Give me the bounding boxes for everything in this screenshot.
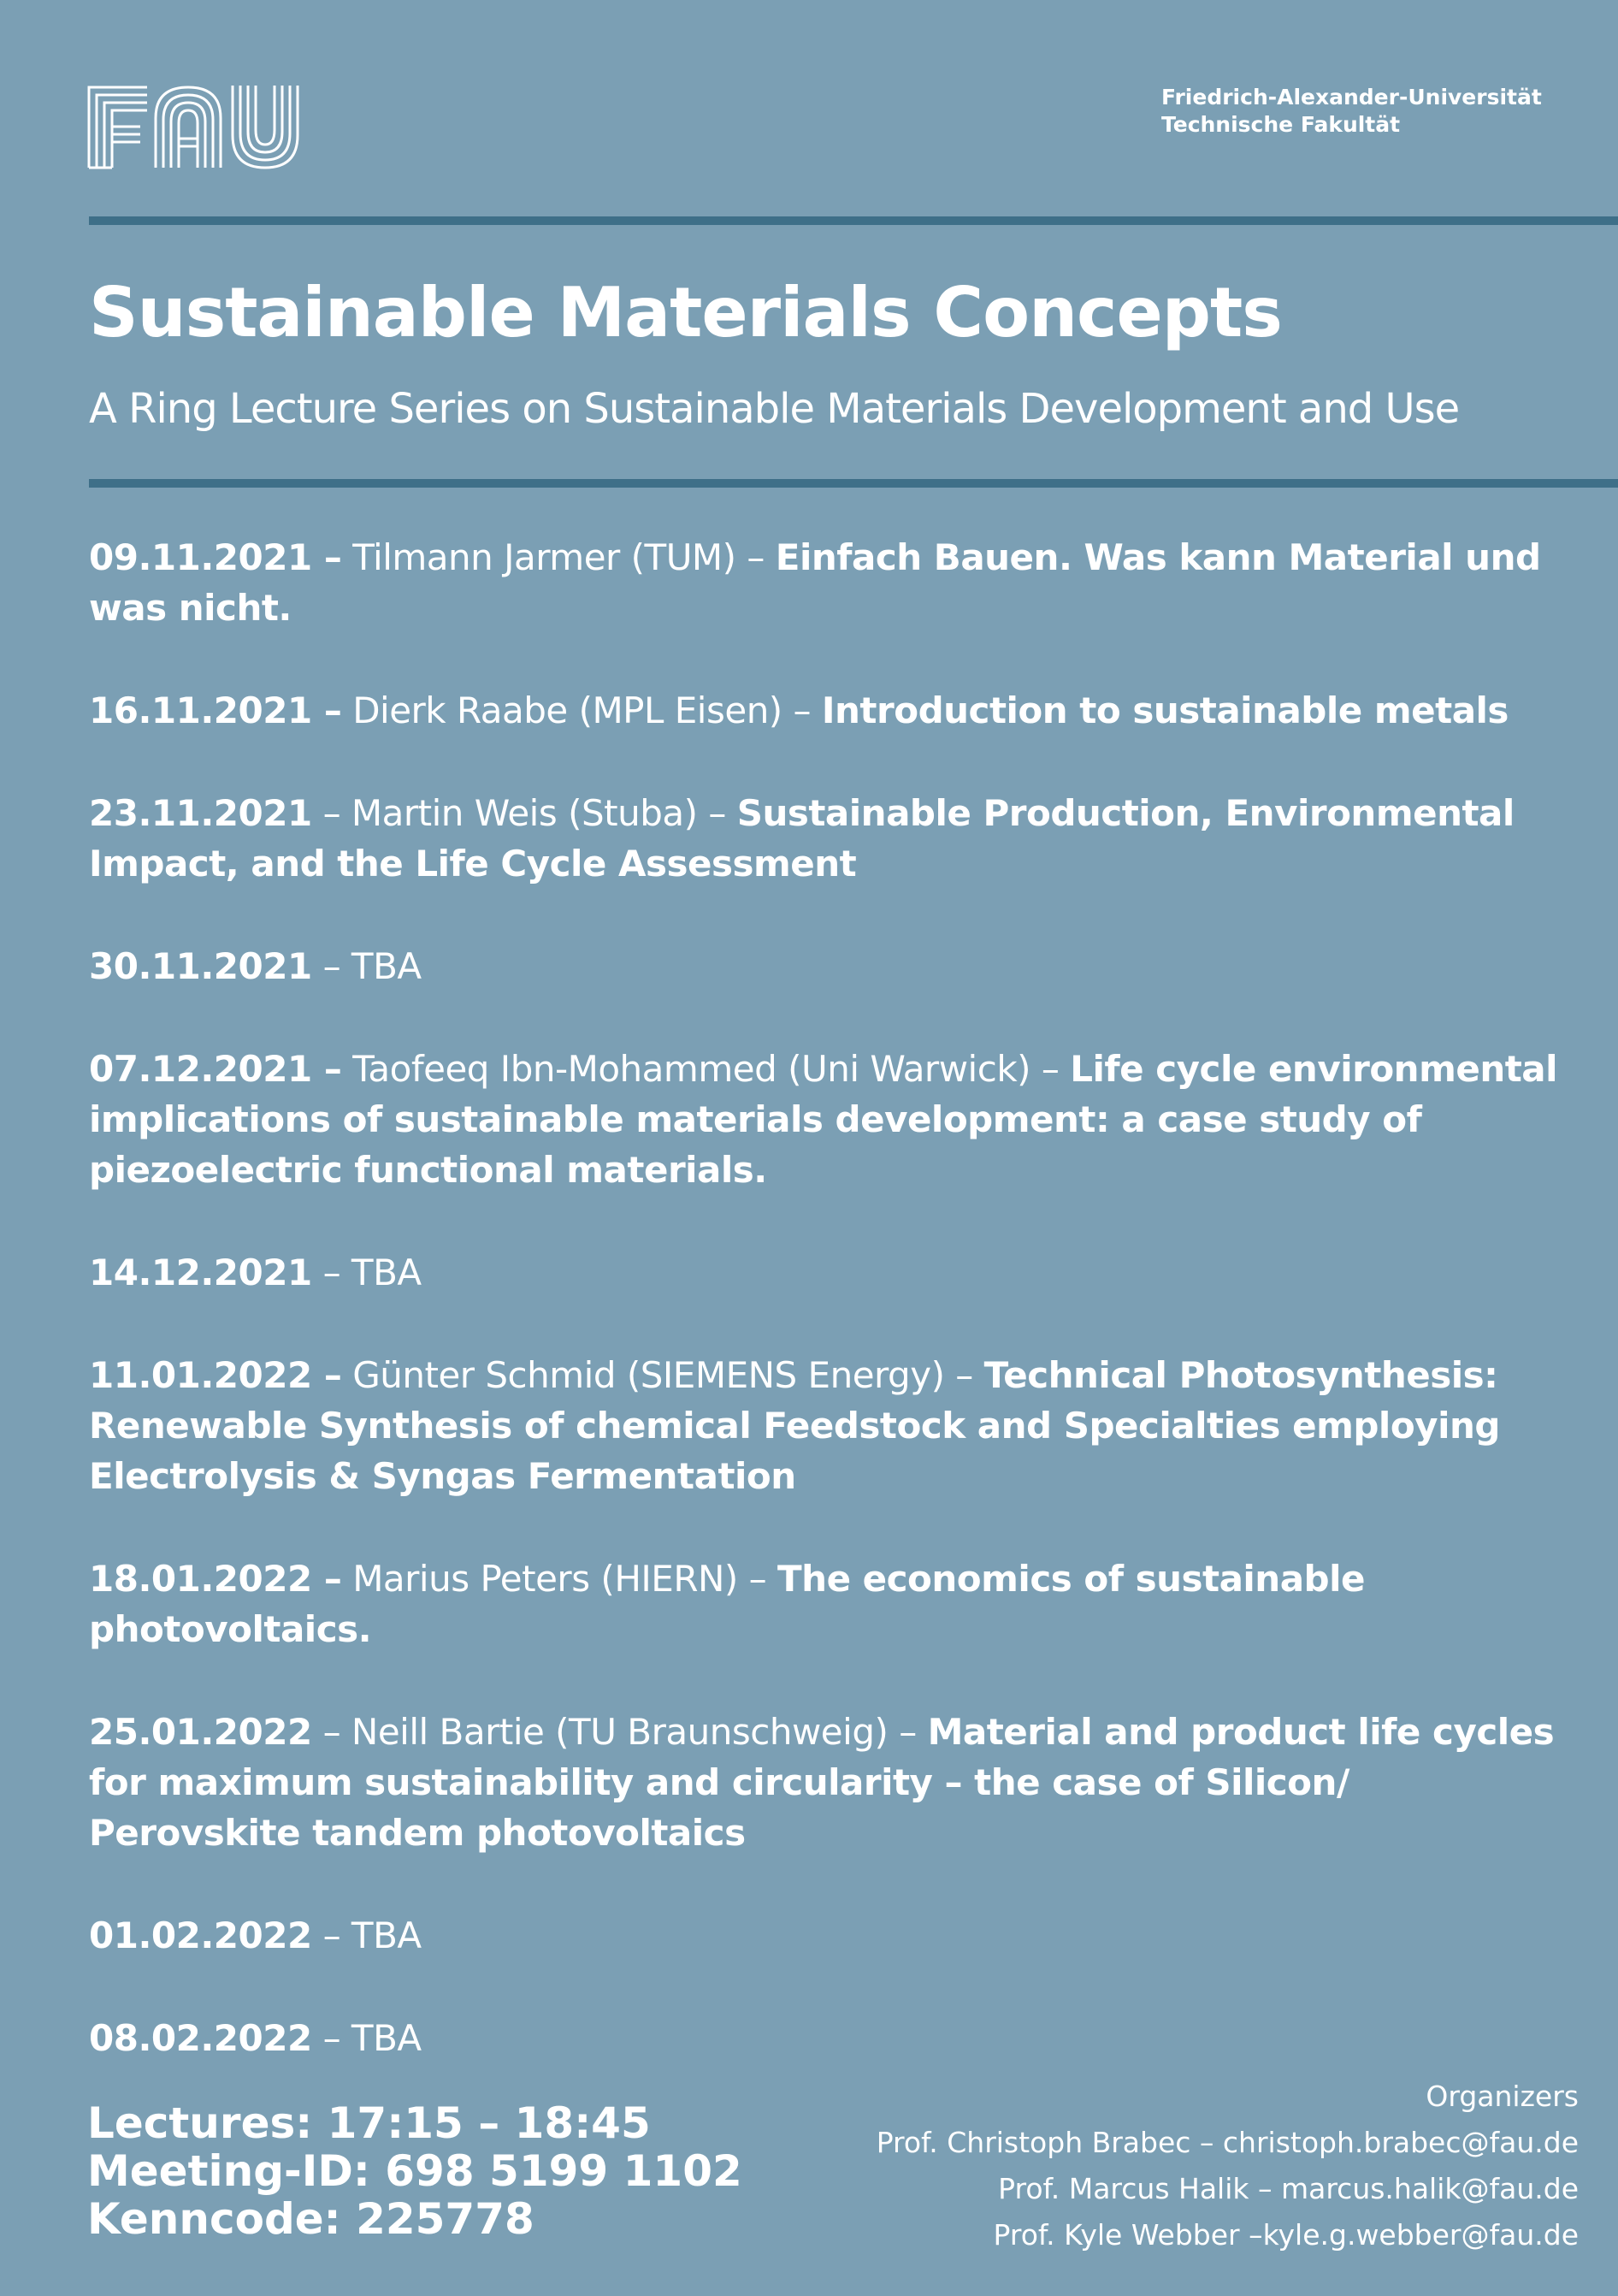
institution-line-university: Friedrich-Alexander-Universität [1161, 85, 1542, 109]
meeting-kenncode: Kenncode: 225778 [87, 2194, 534, 2244]
fau-logo [87, 84, 318, 169]
lecture-speaker: Taofeeq Ibn-Mohammed (Uni Warwick) – [352, 1048, 1060, 1090]
lecture-speaker: – TBA [322, 1914, 422, 1956]
lecture-item [89, 1707, 1560, 1858]
lecture-speaker: Dierk Raabe (MPL Eisen) – [352, 689, 812, 731]
lecture-date: 25.01.2022 [89, 1711, 312, 1753]
lecture-item [89, 685, 1560, 736]
lecture-speaker: – TBA [322, 1252, 422, 1293]
lecture-title: Life cycle environmental implications of sustainable materials development: a case study of piezoelectric functional materials. [89, 1048, 1558, 1191]
lecture-speaker: Günter Schmid (SIEMENS Energy) – [352, 1354, 973, 1396]
lecture-speaker: – Martin Weis (Stuba) – [322, 792, 726, 834]
lecture-speaker: Marius Peters (HIERN) – [352, 1558, 767, 1600]
lecture-item [89, 941, 1560, 991]
lecture-speaker: – TBA [322, 2017, 422, 2059]
lecture-date: 07.12.2021 – [89, 1048, 342, 1090]
lecture-title: Material and product life cycles for maximum sustainability and circularity – the case of Silicon/ Perovskite tandem photovoltaics [89, 1711, 1555, 1854]
lecture-item [89, 1247, 1560, 1298]
institution-line-faculty: Technische Fakultät [1161, 112, 1401, 137]
lecture-date: 23.11.2021 [89, 792, 312, 834]
lecture-title: Introduction to sustainable metals [821, 689, 1509, 731]
lecture-date: 08.02.2022 [89, 2017, 312, 2059]
lecture-item [89, 788, 1560, 889]
organizer-halik: Prof. Marcus Halik – marcus.halik@fau.de [998, 2172, 1579, 2205]
lecture-date: 11.01.2022 – [89, 1354, 342, 1396]
meeting-info [87, 2099, 742, 2243]
lecture-item [89, 1044, 1560, 1195]
lecture-item [89, 1350, 1560, 1501]
lecture-speaker: Tilmann Jarmer (TUM) – [352, 536, 765, 578]
lecture-title: The economics of sustainable photovoltaics. [89, 1558, 1365, 1650]
lecture-date: 01.02.2022 [89, 1914, 312, 1956]
title-divider [89, 479, 1618, 488]
lecture-date: 30.11.2021 [89, 945, 312, 987]
lecture-item [89, 1553, 1560, 1654]
lecture-title: Einfach Bauen. Was kann Material und was nicht. [89, 536, 1541, 629]
organizers [877, 2074, 1579, 2258]
lecture-speaker: – Neill Bartie (TU Braunschweig) – [322, 1711, 917, 1753]
lecture-item [89, 2013, 1560, 2063]
organizers-heading: Organizers [1426, 2080, 1579, 2113]
lecture-time: Lectures: 17:15 – 18:45 [87, 2098, 651, 2148]
lecture-date: 14.12.2021 [89, 1252, 312, 1293]
lecture-item [89, 1910, 1560, 1961]
page-title: Sustainable Materials Concepts [89, 273, 1282, 352]
meeting-id: Meeting-ID: 698 5199 1102 [87, 2146, 742, 2196]
lecture-item [89, 532, 1560, 633]
header-divider [89, 216, 1618, 225]
organizer-webber: Prof. Kyle Webber –kyle.g.webber@fau.de [993, 2218, 1579, 2252]
lecture-title: Technical Photosynthesis: Renewable Synthesis of chemical Feedstock and Specialties employing Electrolysis & Syngas Fermentation [89, 1354, 1500, 1497]
lecture-title: Sustainable Production, Environmental Impact, and the Life Cycle Assessment [89, 792, 1515, 885]
lecture-date: 16.11.2021 – [89, 689, 342, 731]
institution-name [1161, 84, 1542, 139]
lecture-schedule [89, 532, 1560, 2116]
organizer-brabec: Prof. Christoph Brabec – christoph.brabec@fau.de [876, 2126, 1579, 2159]
lecture-speaker: – TBA [322, 945, 422, 987]
lecture-date: 18.01.2022 – [89, 1558, 342, 1600]
page-subtitle: A Ring Lecture Series on Sustainable Materials Development and Use [89, 385, 1460, 433]
lecture-date: 09.11.2021 – [89, 536, 342, 578]
